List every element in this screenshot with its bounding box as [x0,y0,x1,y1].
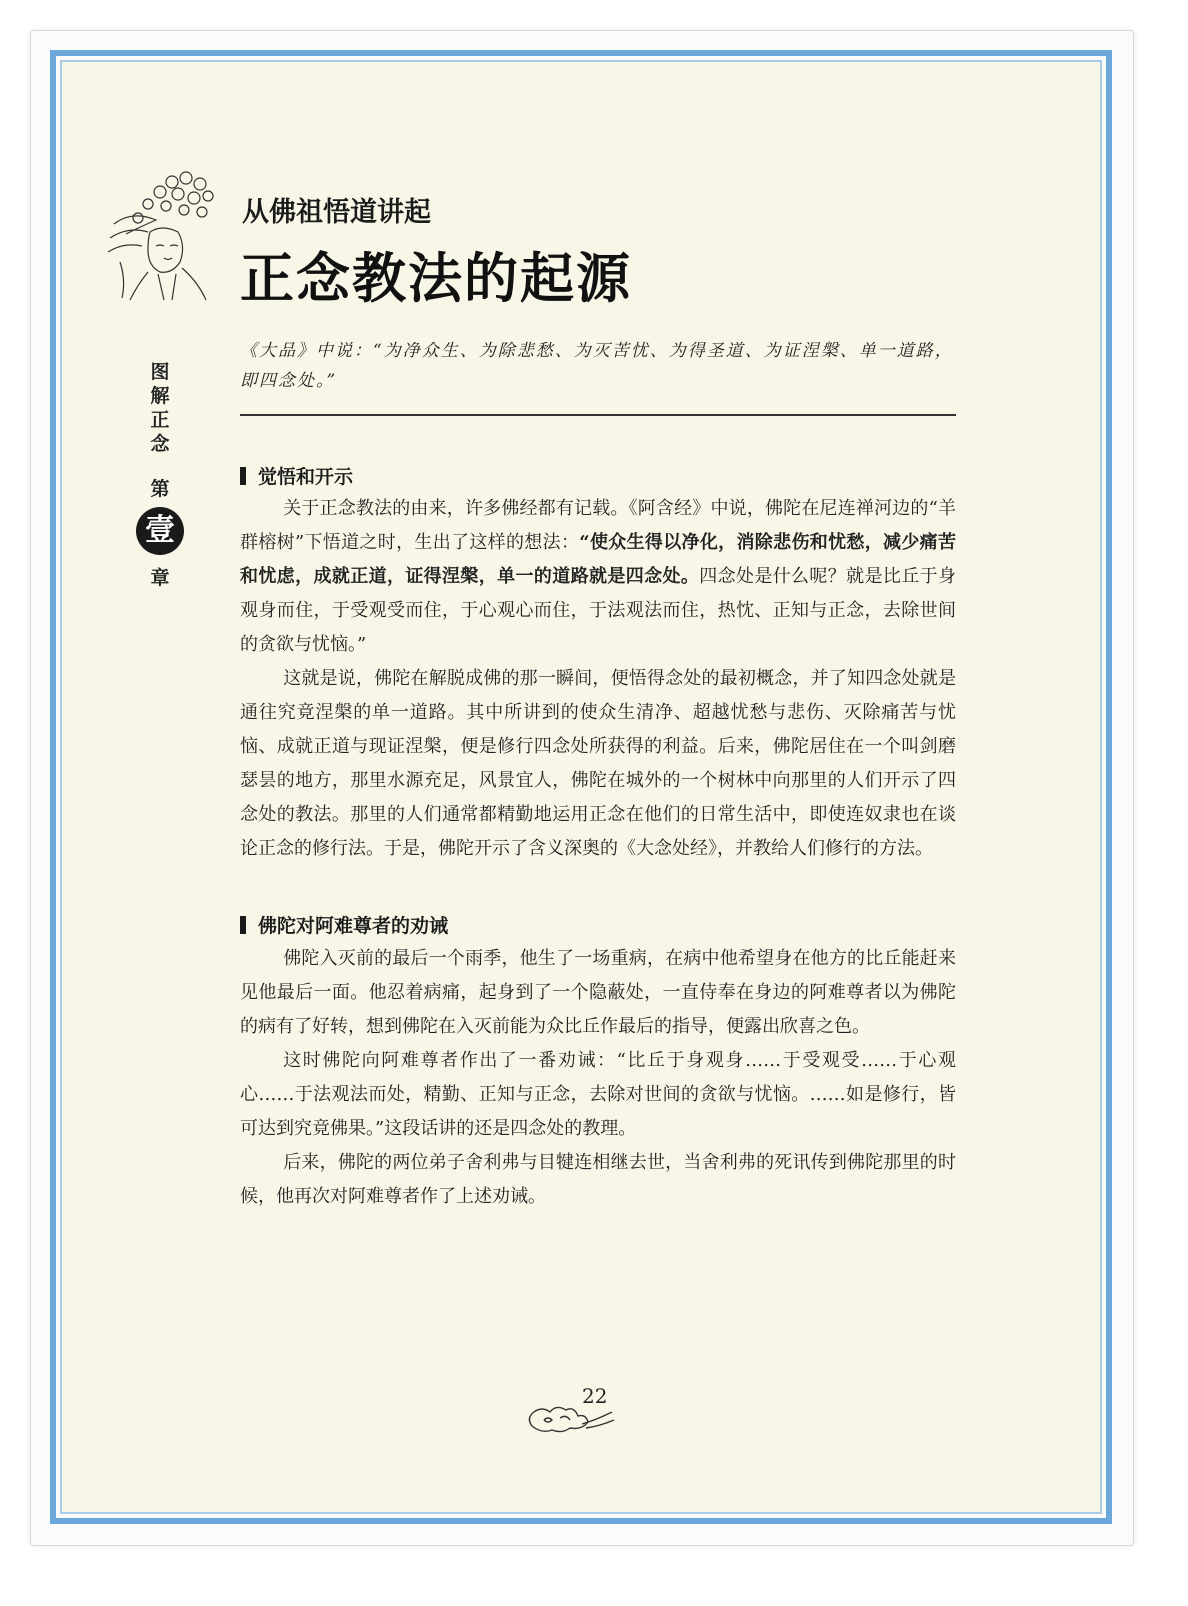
heading-bar-icon [240,916,246,934]
section-subtitle: 从佛祖悟道讲起 [242,197,431,228]
chapter-side-label [142,360,178,590]
paragraph: 这时佛陀向阿难尊者作出了一番劝诫：“比丘于身观身……于受观受……于心观心……于法观法而处，精勤、正知与正念，去除对世间的贪欲与忧恼。……如是修行，皆可达到究竟佛果。”这段话讲的还是四念处的教理。 [240,1050,956,1139]
paragraph: 后来，佛陀的两位弟子舍利弗与目犍连相继去世，当舍利弗的死讯传到佛陀那里的时候，他再次对阿难尊者作了上述劝诫。 [240,1152,956,1207]
section-heading-awakening [240,462,956,489]
page-number: 22 [582,1384,608,1408]
section-body-admonition [240,942,956,1214]
buddha-portrait-illustration [102,162,222,302]
page-title: 正念教法的起源 [240,246,632,310]
book-page [60,60,1102,1514]
cloud-ornament-icon [522,1398,618,1438]
chapter-prefix: 第 [150,478,170,500]
heading-bar-icon [240,467,246,485]
divider-rule [240,414,956,416]
paragraph [240,492,956,662]
section-heading-text: 觉悟和开示 [258,466,354,488]
paragraph-bold-text: “使众生得以净化，消除悲伤和忧愁，减少痛苦和忧虑，成就正道，证得涅槃，单一的道路就是四念处。 [240,532,956,587]
chapter-suffix: 章 [150,567,170,589]
section-heading-text: 佛陀对阿难尊者的劝诫 [258,915,449,937]
epigraph-quote: 《大品》中说：“为净众生、为除悲愁、为灭苦忧、为得圣道、为证涅槃、单一道路，即四念处。” [240,341,954,391]
chapter-number-badge: 壹 [136,507,184,555]
book-series-label: 图解正念 [150,361,170,455]
section-heading-admonition [240,911,956,938]
paragraph: 这就是说，佛陀在解脱成佛的那一瞬间，便悟得念处的最初概念，并了知四念处就是通往究竟涅槃的单一道路。其中所讲到的使众生清净、超越忧愁与悲伤、灭除痛苦与忧恼、成就正道与现证涅槃，便是修行四念处所获得的利益。后来，佛陀居住在一个叫剑磨瑟昙的地方，那里水源充足，风景宜人，佛陀在城外的一个树林中向那里的人们开示了四念处的教法。那里的人们通常都精勤地运用正念在他们的日常生活中，即使连奴隶也在谈论正念的修行法。于是，佛陀开示了含义深奥的《大念处经》，并教给人们修行的方法。 [240,668,956,859]
paragraph-text: 四念处是什么呢？就是比丘于身观身而住，于受观受而住，于心观心而住，于法观法而住，热忱、正知与正念，去除世间的贪欲与忧恼。” [240,566,957,655]
paragraph: 佛陀入灭前的最后一个雨季，他生了一场重病，在病中他希望身在他方的比丘能赶来见他最后一面。他忍着病痛，起身到了一个隐蔽处，一直侍奉在身边的阿难尊者以为佛陀的病有了好转，想到佛陀在入灭前能为众比丘作最后的指导，便露出欣喜之色。 [240,948,956,1037]
section-body-awakening [240,492,956,866]
paragraph-text: 关于正念教法的由来，许多佛经都有记载。《阿含经》中说，佛陀在尼连禅河边的“羊群榕树”下悟道之时，生出了这样的想法： [240,498,956,553]
